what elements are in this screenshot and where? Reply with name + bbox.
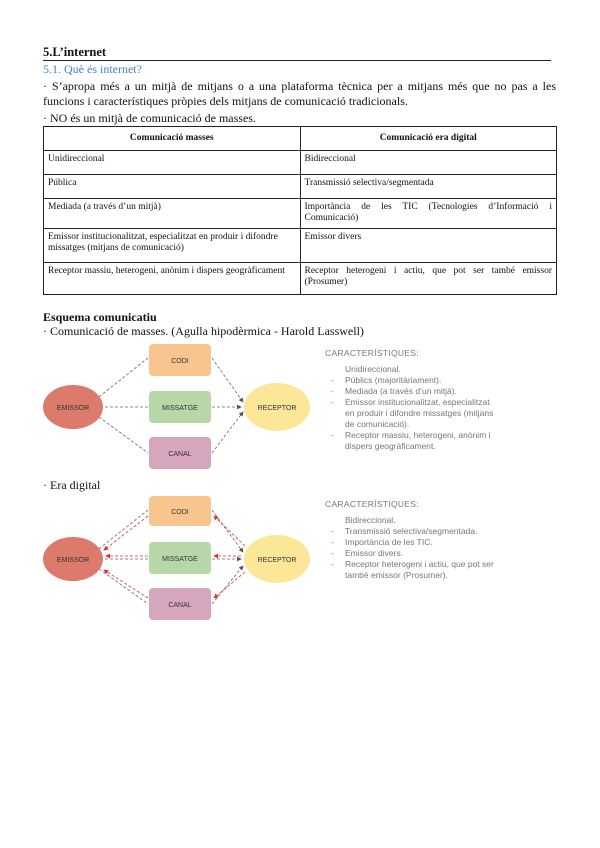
table-cell: Emissor divers — [300, 229, 557, 263]
list-item: - Mediada (a través d’un mitjà). — [331, 386, 457, 396]
table-cell: Mediada (a través d’un mitjà) — [44, 199, 301, 229]
table-cell: Receptor heterogeni i actiu, que pot ser també emissor (Prosumer) — [300, 263, 557, 295]
feedback-arrow — [104, 516, 148, 550]
receiver-label: RECEPTOR — [257, 557, 297, 564]
digital-characteristics — [325, 499, 495, 581]
not-mass-media-line: · NO és un mitjà de comunicació de masses. — [43, 111, 256, 125]
list-item: - Públics (majoritàriament). — [331, 375, 442, 385]
feedback-arrow — [214, 572, 245, 598]
table-header-row — [44, 127, 557, 151]
table-cell: Pública — [44, 175, 301, 199]
characteristics-list — [325, 364, 495, 452]
list-item: - Receptor massiu, heterogeni, anònim i dispers geogràficament. — [331, 430, 491, 451]
table-row — [44, 199, 557, 229]
receiver-label: RECEPTOR — [257, 405, 297, 412]
table-row — [44, 175, 557, 199]
feedback-arrow — [104, 570, 148, 598]
table-cell: Emissor institucionalitzat, especialitzat en produir i difondre missatges (mitjans de comunicació) — [44, 229, 301, 263]
message-label: MISSATGE — [162, 556, 198, 563]
channel-label: CANAL — [168, 451, 192, 458]
connector-line — [95, 566, 148, 604]
arrow-line — [212, 358, 243, 402]
arrow-line — [212, 412, 243, 453]
arrow-line — [212, 566, 243, 604]
table-cell: Receptor massiu, heterogeni, anònim i dispers geogràficament — [44, 263, 301, 295]
list-item: - Transmissió selectiva/segmentada. — [331, 526, 478, 536]
connector-line — [95, 414, 148, 453]
table-row — [44, 151, 557, 175]
table-cell: Transmissió selectiva/segmentada — [300, 175, 557, 199]
table-row — [44, 263, 557, 295]
table-cell: Importància de les TIC (Tecnologies d’Informació i Comunicació) — [300, 199, 557, 229]
connector-line — [95, 358, 148, 400]
table-header: Comunicació era digital — [300, 127, 557, 151]
subsection-title: 5.1. Què és internet? — [43, 62, 142, 76]
mass-characteristics — [325, 348, 495, 452]
arrow-line — [212, 510, 243, 552]
list-item: - Receptor heterogeni i actiu, que pot ser també emissor (Prosumer). — [331, 559, 494, 580]
channel-label: CANAL — [168, 602, 192, 609]
feedback-arrow — [214, 516, 245, 546]
emitter-label: EMISSOR — [56, 557, 90, 564]
list-item: Bidireccional. — [345, 515, 396, 525]
mass-communication-label: · Comunicació de masses. (Agulla hipodèrmica - Harold Lasswell) — [43, 324, 364, 338]
table-header: Comunicació masses — [44, 127, 301, 151]
emitter-label: EMISSOR — [56, 405, 90, 412]
table-cell: Unidireccional — [44, 151, 301, 175]
list-item: Unidireccional. — [345, 364, 401, 374]
digital-era-label: · Era digital — [43, 478, 101, 492]
table-cell: Bidireccional — [300, 151, 557, 175]
list-item: - Importància de les TIC. — [331, 537, 433, 547]
list-item: - Emissor institucionalitzat, especialitzat en produir i difondre missatges (mitjans de comunicació). — [331, 397, 494, 429]
table-row — [44, 229, 557, 263]
comparison-table — [43, 126, 557, 295]
connector-line — [95, 510, 148, 552]
scheme-title: Esquema comunicatiu — [43, 310, 157, 324]
list-item: - Emissor divers. — [331, 548, 404, 558]
characteristics-list — [325, 515, 495, 581]
characteristics-title: CARACTERÍSTIQUES: — [325, 499, 419, 509]
code-label: CODI — [171, 358, 189, 365]
characteristics-title: CARACTERÍSTIQUES: — [325, 348, 419, 358]
message-label: MISSATGE — [162, 405, 198, 412]
digital-era-diagram — [40, 494, 320, 624]
mass-communication-diagram — [40, 340, 320, 476]
intro-paragraph: · S’apropa més a un mitjà de mitjans o a una plataforma tècnica per a mitjans més que no pas a les funcions i característiques pròpies dels mitjans de comunicació tradicionals. — [43, 79, 556, 108]
code-label: CODI — [171, 509, 189, 516]
section-title: 5.L’internet — [43, 45, 551, 61]
